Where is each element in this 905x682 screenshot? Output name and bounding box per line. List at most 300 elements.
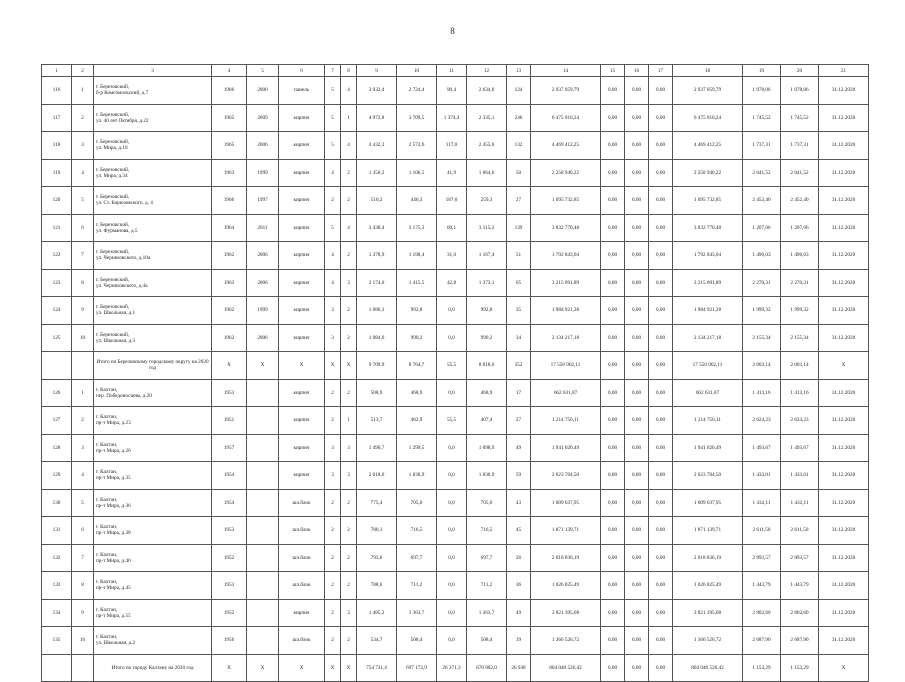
cell-col-18: 6 475 016,24 <box>673 104 743 132</box>
cell-col-11: 0,0 <box>437 517 467 545</box>
cell-col-9: 513,7 <box>357 407 397 435</box>
cell-col-6: шл.блок <box>279 627 325 655</box>
cell-col-14: 1 366 526,72 <box>531 627 601 655</box>
cell-col-21: 31.12.2020 <box>819 489 869 517</box>
cell-col-9: 1 485,2 <box>357 599 397 627</box>
cell-col-9: 1 378,9 <box>357 242 397 270</box>
cell-col-7: 2 <box>325 544 341 572</box>
cell-col-18: 1 941 020,49 <box>673 434 743 462</box>
cell-col-16: 0,00 <box>625 187 649 215</box>
cell-col-16: 0,00 <box>625 214 649 242</box>
cell-col-10: 711,2 <box>397 572 437 600</box>
cell-row-number: 125 <box>42 324 72 352</box>
cell-col-13: 34 <box>507 324 531 352</box>
header-cell: 11 <box>437 65 467 77</box>
cell-col-4: 1962 <box>212 297 247 325</box>
cell-col-4: 1963 <box>212 269 247 297</box>
address-city: г. Калтан, <box>96 579 118 586</box>
cell-col-13: 246 <box>507 104 531 132</box>
cell-col-18: 804 040 526,42 <box>673 654 743 682</box>
address-city: г. Березовский, <box>96 331 130 338</box>
cell-col-9: 534,7 <box>357 627 397 655</box>
cell-col-11: 41,9 <box>437 159 467 187</box>
cell-col-20: 1 737,31 <box>781 132 819 160</box>
cell-col-11: 0,0 <box>437 462 467 490</box>
cell-col-12: 259,3 <box>467 187 507 215</box>
cell-col-17: 0,00 <box>649 517 673 545</box>
address-street: пр-т Мира, д.36 <box>96 502 131 509</box>
cell-col-20: 2 893,57 <box>781 544 819 572</box>
header-cell: 5 <box>247 65 279 77</box>
cell-col-19: 2 270,31 <box>743 269 781 297</box>
cell-col-20: 2 624,23 <box>781 407 819 435</box>
cell-col-20: 1 078,06 <box>781 77 819 105</box>
cell-col-13: 132 <box>507 132 531 160</box>
cell-col-16: 0,00 <box>625 627 649 655</box>
cell-col-5: 2006 <box>247 269 279 297</box>
cell-col-16: 0,00 <box>625 242 649 270</box>
cell-col-5: 2000 <box>247 77 279 105</box>
cell-col-16: 0,00 <box>625 269 649 297</box>
cell-col-9: 1 490,7 <box>357 434 397 462</box>
cell-col-8: 3 <box>341 434 357 462</box>
cell-col-20: 1 413,16 <box>781 379 819 407</box>
cell-row-number: 117 <box>42 104 72 132</box>
table-row <box>42 379 869 407</box>
cell-col-16: 0,00 <box>625 352 649 380</box>
cell-col-9: 1 350,2 <box>357 159 397 187</box>
table-row <box>42 544 869 572</box>
cell-col-14: 662 631,87 <box>531 379 601 407</box>
cell-row-number: 116 <box>42 77 72 105</box>
cell-sub-number: 1 <box>72 77 94 105</box>
cell-col-14: 1 214 756,11 <box>531 407 601 435</box>
cell-sub-number: 7 <box>72 242 94 270</box>
cell-col-20: 1 433,01 <box>781 462 819 490</box>
cell-col-12: 508,4 <box>467 627 507 655</box>
cell-col-17: 0,00 <box>649 572 673 600</box>
cell-col-11: 26 371,3 <box>437 654 467 682</box>
cell-col-17: 0,00 <box>649 407 673 435</box>
cell-col-10: 705,0 <box>397 489 437 517</box>
header-cell: 16 <box>625 65 649 77</box>
cell-col-7: 2 <box>325 517 341 545</box>
cell-col-10: 1 830,9 <box>397 462 437 490</box>
cell-col-9: 3 032,4 <box>357 77 397 105</box>
cell-row-number: 133 <box>42 572 72 600</box>
cell-col-19: 1 496,03 <box>743 242 781 270</box>
cell-col-8: 2 <box>341 572 357 600</box>
cell-col-5: 2009 <box>247 104 279 132</box>
cell-col-7: 2 <box>325 407 341 435</box>
address-street: пр-т Мира, д.55 <box>96 612 131 619</box>
cell-col-6: кирпич <box>279 379 325 407</box>
cell-sub-number: 5 <box>72 187 94 215</box>
cell-col-19: 2 624,23 <box>743 407 781 435</box>
header-cell: 7 <box>325 65 341 77</box>
cell-col-9: 775,4 <box>357 489 397 517</box>
cell-col-19: 1 153,29 <box>743 654 781 682</box>
cell-col-5: X <box>247 352 279 380</box>
cell-col-4: 1966 <box>212 187 247 215</box>
cell-col-12: 697,7 <box>467 544 507 572</box>
cell-address <box>94 159 212 187</box>
address-street: пр-т Мира, д.38 <box>96 530 131 537</box>
cell-col-17: 0,00 <box>649 132 673 160</box>
cell-col-17: 0,00 <box>649 297 673 325</box>
cell-col-15: 0,00 <box>601 654 625 682</box>
header-cell: 4 <box>212 65 247 77</box>
cell-col-12: 990,2 <box>467 324 507 352</box>
cell-col-8: X <box>341 654 357 682</box>
cell-sub-number: 5 <box>72 489 94 517</box>
cell-col-12: 1 373,1 <box>467 269 507 297</box>
cell-col-16: 0,00 <box>625 517 649 545</box>
cell-col-8: 2 <box>341 489 357 517</box>
cell-col-9: 788,6 <box>357 572 397 600</box>
cell-col-9: 9 709,9 <box>357 352 397 380</box>
cell-row-number: 130 <box>42 489 72 517</box>
cell-col-21: 31.12.2020 <box>819 214 869 242</box>
cell-col-21: 31.12.2020 <box>819 544 869 572</box>
cell-col-4: 1965 <box>212 132 247 160</box>
cell-col-8: 2 <box>341 379 357 407</box>
address-city: г. Березовский, <box>96 249 130 256</box>
cell-col-6: кирпич <box>279 434 325 462</box>
cell-col-12: 3 115,2 <box>467 214 507 242</box>
cell-col-20: 2 611,50 <box>781 517 819 545</box>
cell-col-15: 0,00 <box>601 572 625 600</box>
table-row <box>42 242 869 270</box>
cell-col-7: 3 <box>325 297 341 325</box>
cell-col-10: 716,5 <box>397 517 437 545</box>
cell-col-20: 2 155,34 <box>781 324 819 352</box>
header-cell: 6 <box>279 65 325 77</box>
cell-col-16: 0,00 <box>625 324 649 352</box>
cell-col-19: 2 155,34 <box>743 324 781 352</box>
cell-col-5: 2006 <box>247 324 279 352</box>
cell-col-20: 1 207,06 <box>781 214 819 242</box>
cell-col-18: 17 550 962,11 <box>673 352 743 380</box>
cell-col-20: 1 496,03 <box>781 242 819 270</box>
cell-col-8: 3 <box>341 462 357 490</box>
cell-col-10: 3 709,5 <box>397 104 437 132</box>
cell-col-15: 0,00 <box>601 187 625 215</box>
cell-col-13: 35 <box>507 297 531 325</box>
cell-col-4: 1962 <box>212 324 247 352</box>
cell-col-21: 31.12.2020 <box>819 407 869 435</box>
address-street: ул. Фурманова, д.5 <box>96 227 138 234</box>
cell-col-12: 670 802,0 <box>467 654 507 682</box>
cell-col-4: 1966 <box>212 77 247 105</box>
cell-col-9: 780,1 <box>357 517 397 545</box>
address-city: г. Березовский, <box>96 194 130 201</box>
table-row <box>42 269 869 297</box>
cell-col-9: 3 438,4 <box>357 214 397 242</box>
cell-row-number: 132 <box>42 544 72 572</box>
cell-sub-number: 2 <box>72 104 94 132</box>
cell-col-6: кирпич <box>279 242 325 270</box>
cell-col-9: 2 018,0 <box>357 462 397 490</box>
cell-col-4: 1962 <box>212 242 247 270</box>
cell-col-13: 49 <box>507 599 531 627</box>
cell-col-10: 1 415,5 <box>397 269 437 297</box>
cell-col-21: X <box>819 654 869 682</box>
cell-col-14: 3 821 395,08 <box>531 599 601 627</box>
cell-col-17: 0,00 <box>649 214 673 242</box>
cell-address <box>94 462 212 490</box>
address-city: г. Калтан, <box>96 606 118 613</box>
cell-col-5: X <box>247 654 279 682</box>
cell-col-16: 0,00 <box>625 104 649 132</box>
cell-col-5: 1999 <box>247 159 279 187</box>
address-city: г. Калтан, <box>96 469 118 476</box>
total-label: Итого по Березовскому городскому округу на 2020 год <box>94 352 212 380</box>
cell-col-14: 1 792 843,04 <box>531 242 601 270</box>
cell-col-21: 31.12.2020 <box>819 599 869 627</box>
cell-col-21: 31.12.2020 <box>819 159 869 187</box>
cell-col-19: 2 802,60 <box>743 599 781 627</box>
cell-row-number: 134 <box>42 599 72 627</box>
cell-col-14: 1 095 732,85 <box>531 187 601 215</box>
cell-address <box>94 77 212 105</box>
cell-col-9: 2 174,0 <box>357 269 397 297</box>
cell-address <box>94 297 212 325</box>
cell-col-16: 0,00 <box>625 407 649 435</box>
cell-sub-number: 2 <box>72 407 94 435</box>
cell-col-8: 1 <box>341 407 357 435</box>
cell-col-12: 705,0 <box>467 489 507 517</box>
address-street: пер. Победоносцева, д.20 <box>96 392 152 399</box>
cell-col-7: X <box>325 352 341 380</box>
cell-col-8: 2 <box>341 159 357 187</box>
address-street: ул. Школьная, д.1 <box>96 310 136 317</box>
cell-col-14: 804 040 526,42 <box>531 654 601 682</box>
cell-col-14: 1 984 921,28 <box>531 297 601 325</box>
cell-col-17: 0,00 <box>649 242 673 270</box>
cell-col-15: 0,00 <box>601 132 625 160</box>
cell-col-16: 0,00 <box>625 297 649 325</box>
cell-col-14: 1 941 020,49 <box>531 434 601 462</box>
housing-register-table <box>41 64 869 682</box>
cell-col-6: кирпич <box>279 599 325 627</box>
cell-col-20: 2 452,40 <box>781 187 819 215</box>
cell-col-9: 1 086,3 <box>357 297 397 325</box>
cell-col-6: шл.блок <box>279 517 325 545</box>
cell-col-7: 2 <box>325 379 341 407</box>
table-row <box>42 297 869 325</box>
cell-col-15: 0,00 <box>601 434 625 462</box>
cell-col-6: шл.блок <box>279 489 325 517</box>
cell-col-21: 31.12.2020 <box>819 187 869 215</box>
cell-col-16: 0,00 <box>625 434 649 462</box>
cell-col-4: 1957 <box>212 434 247 462</box>
cell-col-18: 2 623 704,50 <box>673 462 743 490</box>
cell-col-15: 0,00 <box>601 77 625 105</box>
cell-address <box>94 187 212 215</box>
cell-row-number: 135 <box>42 627 72 655</box>
cell-col-20: 1 745,52 <box>781 104 819 132</box>
cell-col-8: 2 <box>341 187 357 215</box>
cell-col-18: 2 134 217,18 <box>673 324 743 352</box>
cell-col-21: 31.12.2020 <box>819 517 869 545</box>
cell-col-16: 0,00 <box>625 489 649 517</box>
cell-col-7: 2 <box>325 572 341 600</box>
cell-col-18: 1 871 139,71 <box>673 517 743 545</box>
cell-col-8: 2 <box>341 324 357 352</box>
cell-col-15: 0,00 <box>601 269 625 297</box>
cell-col-11: 0,0 <box>437 324 467 352</box>
cell-address <box>94 489 212 517</box>
address-city: г. Калтан, <box>96 524 118 531</box>
cell-col-19: 1 432,11 <box>743 489 781 517</box>
cell-col-8: 4 <box>341 214 357 242</box>
cell-col-13: 26 938 <box>507 654 531 682</box>
cell-col-4: 1953 <box>212 517 247 545</box>
cell-col-20: 2 802,60 <box>781 599 819 627</box>
cell-col-17: 0,00 <box>649 462 673 490</box>
cell-col-21: 31.12.2020 <box>819 462 869 490</box>
cell-col-11: 55,5 <box>437 407 467 435</box>
cell-col-15: 0,00 <box>601 352 625 380</box>
cell-col-18: 662 631,87 <box>673 379 743 407</box>
cell-col-5 <box>247 544 279 572</box>
address-city: г. Березовский, <box>96 304 130 311</box>
cell-col-10: 8 764,7 <box>397 352 437 380</box>
cell-col-16: 0,00 <box>625 544 649 572</box>
cell-col-12: 2 335,1 <box>467 104 507 132</box>
cell-col-18: 2 258 940,22 <box>673 159 743 187</box>
cell-col-6: кирпич <box>279 187 325 215</box>
cell-col-21: 31.12.2020 <box>819 269 869 297</box>
table-row <box>42 104 869 132</box>
cell-col-7: 2 <box>325 599 341 627</box>
cell-col-8: 2 <box>341 242 357 270</box>
header-cell: 9 <box>357 65 397 77</box>
cell-col-6: кирпич <box>279 104 325 132</box>
cell-col-7: 5 <box>325 132 341 160</box>
cell-col-12: 2 455,6 <box>467 132 507 160</box>
cell-col-5 <box>247 627 279 655</box>
cell-col-10: 462,9 <box>397 407 437 435</box>
cell-col-13: 19 <box>507 627 531 655</box>
cell-col-4: 1954 <box>212 462 247 490</box>
cell-col-15: 0,00 <box>601 324 625 352</box>
cell-address <box>94 324 212 352</box>
cell-col-11: 0,0 <box>437 297 467 325</box>
cell-col-10: 1 363,7 <box>397 599 437 627</box>
cell-col-6: кирпич <box>279 407 325 435</box>
address-city: г. Березовский, <box>96 221 130 228</box>
cell-col-4: 1956 <box>212 627 247 655</box>
cell-sub-number: 3 <box>72 434 94 462</box>
cell-col-19: 1 999,32 <box>743 297 781 325</box>
cell-col-20: 1 153,29 <box>781 654 819 682</box>
cell-col-21: 31.12.2020 <box>819 297 869 325</box>
cell-col-7: 5 <box>325 214 341 242</box>
cell-row-number: 128 <box>42 434 72 462</box>
cell-row-number: 127 <box>42 407 72 435</box>
cell-col-18: 3 821 395,08 <box>673 599 743 627</box>
table-row <box>42 77 869 105</box>
address-city: г. Березовский, <box>96 276 130 283</box>
cell-address <box>94 104 212 132</box>
header-cell: 20 <box>781 65 819 77</box>
header-cell: 19 <box>743 65 781 77</box>
cell-col-21: 31.12.2020 <box>819 572 869 600</box>
cell-col-20: 1 432,11 <box>781 489 819 517</box>
cell-col-11: 31,0 <box>437 242 467 270</box>
cell-col-5 <box>247 489 279 517</box>
cell-address <box>94 407 212 435</box>
table-row <box>42 214 869 242</box>
cell-col-10: 990,2 <box>397 324 437 352</box>
cell-col-4: 1965 <box>212 104 247 132</box>
cell-col-20: 2 003,14 <box>781 352 819 380</box>
cell-col-19: 1 207,06 <box>743 214 781 242</box>
cell-col-5: 2011 <box>247 214 279 242</box>
cell-sub-number: 6 <box>72 214 94 242</box>
cell-col-13: 124 <box>507 77 531 105</box>
cell-col-12: 1 167,4 <box>467 242 507 270</box>
cell-row-number: 131 <box>42 517 72 545</box>
cell-col-14: 1 871 139,71 <box>531 517 601 545</box>
cell-col-9: 1 084,0 <box>357 324 397 352</box>
cell-col-8: 2 <box>341 544 357 572</box>
cell-col-13: 17 <box>507 379 531 407</box>
cell-col-19: 1 493,67 <box>743 434 781 462</box>
cell-col-6: кирпич <box>279 159 325 187</box>
table-row <box>42 627 869 655</box>
cell-col-9: 508,9 <box>357 379 397 407</box>
cell-col-12: 711,2 <box>467 572 507 600</box>
cell-col-13: 26 <box>507 544 531 572</box>
cell-col-15: 0,00 <box>601 462 625 490</box>
cell-col-5 <box>247 379 279 407</box>
address-street: ул. Черняховского, д.4а <box>96 282 148 289</box>
cell-col-17: 0,00 <box>649 104 673 132</box>
cell-col-18: 3 832 770,48 <box>673 214 743 242</box>
header-cell: 13 <box>507 65 531 77</box>
cell-col-10: 446,3 <box>397 187 437 215</box>
cell-col-18: 1 214 756,11 <box>673 407 743 435</box>
cell-address <box>94 132 212 160</box>
cell-col-6: кирпич <box>279 269 325 297</box>
cell-col-10: 697 172,9 <box>397 654 437 682</box>
table-row <box>42 324 869 352</box>
cell-col-13: 139 <box>507 214 531 242</box>
cell-col-7: 4 <box>325 159 341 187</box>
total-row <box>42 352 869 380</box>
address-street: ул. Черняховского, д.10а <box>96 255 151 262</box>
cell-col-18: 2 018 836,19 <box>673 544 743 572</box>
cell-sub-number: 1 <box>72 379 94 407</box>
cell-col-11: 0,0 <box>437 544 467 572</box>
cell-col-11: 117,0 <box>437 132 467 160</box>
cell-col-7: 3 <box>325 434 341 462</box>
cell-col-21: 31.12.2020 <box>819 379 869 407</box>
cell-col-12: 1 830,9 <box>467 462 507 490</box>
cell-col-17: 0,00 <box>649 379 673 407</box>
cell-col-7: 2 <box>325 187 341 215</box>
cell-col-14: 1 026 825,49 <box>531 572 601 600</box>
address-street: ул. 40 лет Октября, д.22 <box>96 117 149 124</box>
cell-col-14: 17 550 962,11 <box>531 352 601 380</box>
cell-col-21: 31.12.2020 <box>819 77 869 105</box>
header-cell: 2 <box>72 65 94 77</box>
cell-col-8: 4 <box>341 132 357 160</box>
total-row <box>42 654 869 682</box>
